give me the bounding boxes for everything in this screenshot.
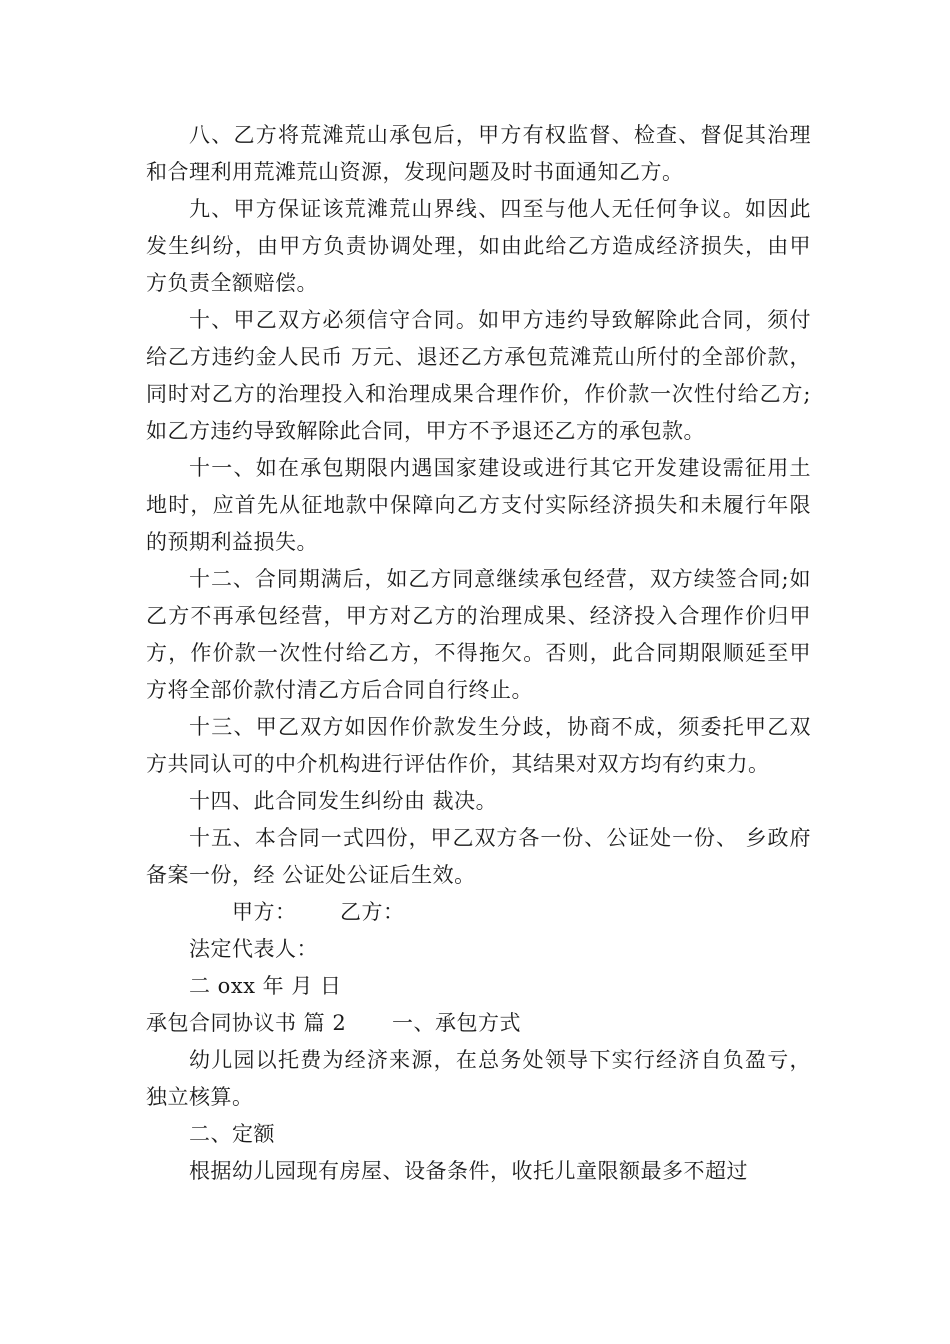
party-b-label: 乙方： (340, 900, 405, 924)
party-a-label: 甲方： (232, 900, 297, 924)
clause-13: 十三、甲乙双方如因作价款发生分歧，协商不成，须委托甲乙双方共同认可的中介机构进行评估作价，其结果对双方均有约束力。 (146, 715, 811, 776)
clause-8: 八、乙方将荒滩荒山承包后，甲方有权监督、检查、督促其治理和合理利用荒滩荒山资源，发现问题及时书面通知乙方。 (146, 123, 811, 184)
document-body (146, 117, 811, 1190)
clause-9: 九、甲方保证该荒滩荒山界线、四至与他人无任何争议。如因此发生纠纷，由甲方负责协调处理，如由此给乙方造成经济损失，由甲方负责全额赔偿。 (146, 197, 811, 295)
clause-15: 十五、本合同一式四份，甲乙双方各一份、公证处一份、 乡政府备案一份，经 公证处公证后生效。 (146, 826, 811, 887)
signature-date: 二 oxx 年 月 日 (189, 974, 342, 998)
clause-11: 十一、如在承包期限内遇国家建设或进行其它开发建设需征用土地时，应首先从征地款中保障向乙方支付实际经济损失和未履行年限的预期利益损失。 (146, 456, 811, 554)
signature-parties (146, 894, 811, 931)
section-2-heading-1: 一、承包方式 (392, 1011, 521, 1035)
clause-14: 十四、此合同发生纠纷由 裁决。 (189, 789, 498, 813)
section-2-heading-2: 二、定额 (189, 1122, 275, 1146)
clause-12: 十二、合同期满后，如乙方同意继续承包经营，双方续签合同;如乙方不再承包经营，甲方对乙方的治理成果、经济投入合理作价归甲方，作价款一次性付给乙方，不得拖欠。否则，此合同期限顺延至甲方将全部价款付清乙方后合同自行终止。 (146, 567, 811, 702)
section-2-paragraph-1: 幼儿园以托费为经济来源，在总务处领导下实行经济自负盈亏，独立核算。 (146, 1048, 811, 1109)
clause-10: 十、甲乙双方必须信守合同。如甲方违约导致解除此合同，须付给乙方违约金人民币 万元、退还乙方承包荒滩荒山所付的全部价款，同时对乙方的治理投入和治理成果合理作价，作价款一次性付给乙方;如乙方违约导致解除此合同，甲方不予退还乙方的承包款。 (146, 308, 811, 443)
legal-representative-label: 法定代表人： (189, 937, 318, 961)
section-2-paragraph-2: 根据幼儿园现有房屋、设备条件，收托儿童限额最多不超过 (189, 1159, 748, 1183)
section-2-title: 承包合同协议书 篇 2 (146, 1011, 347, 1035)
section-2-title-row (146, 1005, 811, 1042)
